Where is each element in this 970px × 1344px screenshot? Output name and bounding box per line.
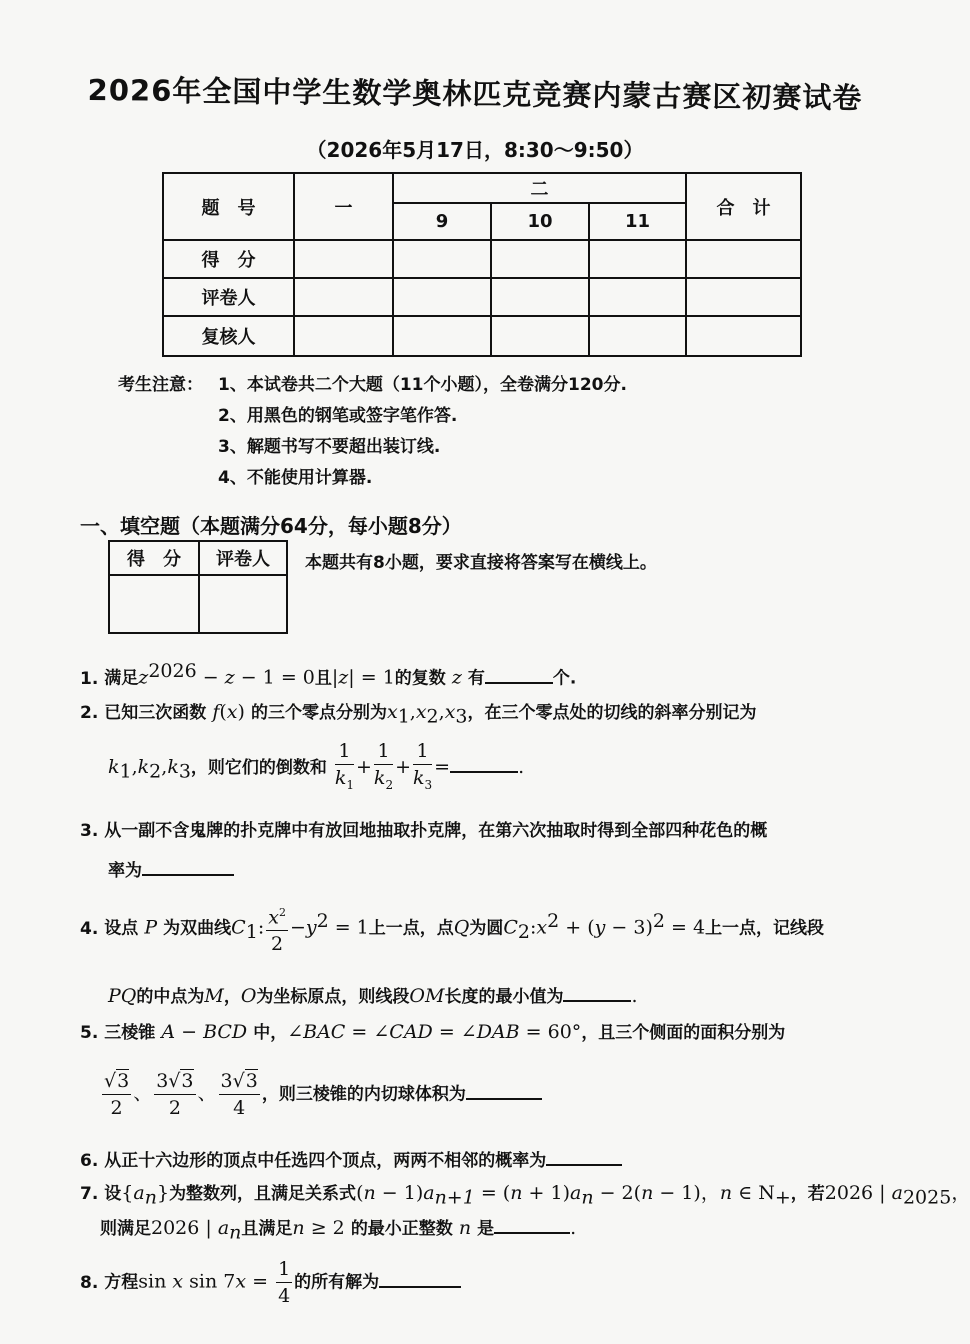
box-header-score: 得 分 (109, 541, 199, 575)
score-cell[interactable] (589, 240, 686, 278)
question-4-line-2: PQ的中点为M，O为坐标原点，则线段OM长度的最小值为 . (108, 985, 638, 1007)
question-4: 4. 设点 P 为双曲线$C_1$: $\frac{x^2}{2}$ $-y^2 = 1$上一点，点Q为圆$C_2:x^2 + (y - 3)^2 = 4$上一点，记线段 (80, 900, 824, 957)
score-cell[interactable] (491, 240, 589, 278)
score-cell[interactable] (294, 240, 393, 278)
notice-item: 3、解题书写不要超出装订线. (218, 437, 441, 457)
reviewer-cell[interactable] (294, 316, 393, 356)
answer-blank[interactable] (485, 678, 553, 684)
reviewer-cell[interactable] (686, 316, 801, 356)
header-part-two: 二 (393, 173, 686, 203)
grader-cell[interactable] (491, 278, 589, 316)
question-2: 2. 已知三次函数 f(x) 的三个零点分别为$x_1,x_2,x_3$，在三个零点处的切线的斜率分别记为 (80, 701, 757, 728)
grader-cell[interactable] (589, 278, 686, 316)
row-label-grader: 评卷人 (163, 278, 294, 316)
notice-lead: 考生注意： (118, 375, 203, 395)
grader-cell[interactable] (686, 278, 801, 316)
answer-blank[interactable] (563, 996, 631, 1002)
question-1: 1. 满足$z^{2026} - z - 1 = 0$且|z| = 1的复数 z 有 个. (80, 660, 577, 689)
grader-cell[interactable] (294, 278, 393, 316)
page-title: 2026年全国中学生数学奥林匹克竞赛内蒙古赛区初赛试卷 (87, 72, 863, 116)
exam-notice (118, 370, 627, 494)
score-cell[interactable] (686, 240, 801, 278)
reviewer-cell[interactable] (393, 316, 491, 356)
reviewer-cell[interactable] (491, 316, 589, 356)
header-q9: 9 (393, 203, 491, 240)
question-3: 3. 从一副不含鬼牌的扑克牌中有放回地抽取扑克牌，在第六次抽取时得到全部四种花色的概 (80, 821, 768, 841)
question-7: 7. 设$\{a_n\}$为整数列，且满足关系式$(n - 1)a_{n+1} = (n + 1)a_n - 2(n - 1)$，n ∈ $N_+$，若2026 | $a_{2025}$， (80, 1182, 970, 1209)
row-label-reviewer: 复核人 (163, 316, 294, 356)
reviewer-cell[interactable] (589, 316, 686, 356)
question-3-line-2: 率为 (108, 856, 234, 881)
row-label-score: 得 分 (163, 240, 294, 278)
answer-blank[interactable] (379, 1282, 461, 1288)
notice-item: 2、用黑色的钢笔或签字笔作答. (218, 406, 458, 426)
score-cell[interactable] (393, 240, 491, 278)
header-part-one: 一 (294, 173, 393, 240)
answer-blank[interactable] (142, 870, 234, 876)
header-q11: 11 (589, 203, 686, 240)
section-grader-cell[interactable] (199, 575, 287, 633)
grader-cell[interactable] (393, 278, 491, 316)
header-total: 合 计 (686, 173, 801, 240)
score-table (162, 172, 802, 357)
box-header-grader: 评卷人 (199, 541, 287, 575)
answer-blank[interactable] (546, 1160, 622, 1166)
section-heading: 一、填空题（本题满分64分，每小题8分） (80, 514, 462, 538)
answer-blank[interactable] (466, 1094, 542, 1100)
notice-item: 1、本试卷共二个大题（11个小题），全卷满分120分. (218, 375, 627, 395)
question-6: 6. 从正十六边形的顶点中任选四个顶点，两两不相邻的概率为 (80, 1146, 622, 1171)
header-q10: 10 (491, 203, 589, 240)
question-2-line-2: $k_1,k_2,k_3$，则它们的倒数和 $\frac{1}{k_1}$ + $\frac{1}{k_2}$ + $\frac{1}{k_3}$ = . (108, 740, 525, 792)
exam-date: （2026年5月17日，8:30～9:50） (306, 138, 644, 162)
question-5: 5. 三棱锥 A − BCD 中，∠BAC = ∠CAD = ∠DAB = 60°，且三个侧面的面积分别为 (80, 1021, 786, 1043)
header-question-number: 题 号 (163, 173, 294, 240)
answer-blank[interactable] (450, 767, 518, 773)
question-8: 8. 方程sin x sin 7x = $\frac{1}{4}$ 的所有解为 (80, 1256, 461, 1309)
section-score-box (108, 540, 288, 634)
section-score-cell[interactable] (109, 575, 199, 633)
section-instruction: 本题共有8小题，要求直接将答案写在横线上。 (305, 553, 657, 573)
question-5-line-2: $\frac{√3}{2}$ 、 $\frac{3√3}{2}$ 、 $\frac{3√3}{4}$ ，则三棱锥的内切球体积为 (100, 1068, 542, 1121)
question-7-line-2: 则满足2026 | $a_n$且满足n ≥ 2 的最小正整数 n 是 . (100, 1217, 577, 1244)
answer-blank[interactable] (494, 1228, 570, 1234)
notice-item: 4、不能使用计算器. (218, 468, 373, 488)
